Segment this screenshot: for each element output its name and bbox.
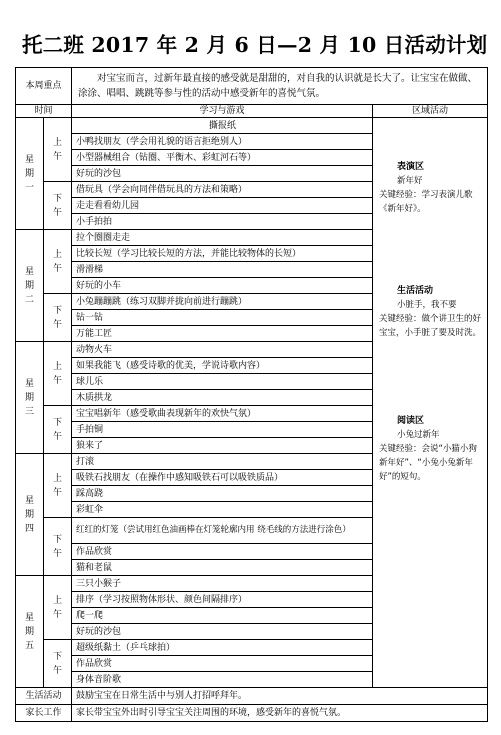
activity-item: 打滚 <box>72 454 373 470</box>
activity-item: 踩高跷 <box>72 486 373 502</box>
activity-item: 好玩的沙包 <box>72 624 373 640</box>
activity-item: 小鸭找朋友（学会用礼貌的语言拒绝别人） <box>72 134 373 150</box>
afternoon-label: 下 午 <box>44 182 72 230</box>
focus-text: 对宝宝而言，过新年最直接的感受就是甜甜的，对自我的认识就是长大了。让宝宝在做做、涂涂、唱唱、跳跳等参与性的活动中感受新年的喜悦气氛。 <box>72 68 488 105</box>
day-label: 星 期 四 <box>16 454 44 576</box>
life-text: 鼓励宝宝在日常生活中与别人打招呼拜年。 <box>72 688 488 705</box>
activity-item: 好玩的小车 <box>72 278 373 294</box>
area-name: 表演区 <box>397 162 425 172</box>
afternoon-label: 下 午 <box>44 640 72 688</box>
area-key-label: 关键经验： <box>379 314 422 324</box>
activity-item: 作品欣赏 <box>72 656 373 672</box>
activity-item: 借玩具（学会向同伴借玩具的方法和策略） <box>72 182 373 198</box>
header-area: 区域活动 <box>373 105 488 118</box>
activity-item: 红红的灯笼（尝试用红色油画棒在灯笼轮廓内用 绕毛线的方法进行涂色） <box>72 518 373 544</box>
activity-item: 万能工匠 <box>72 326 373 342</box>
activity-item: 吸铁石找朋友（在操作中感知吸铁石可以吸铁质品） <box>72 470 373 486</box>
plan-table <box>15 67 488 722</box>
afternoon-label: 下 午 <box>44 406 72 454</box>
morning-label: 上 午 <box>44 454 72 518</box>
day-label: 星 期 三 <box>16 342 44 454</box>
area-content: 新年好 <box>397 176 423 186</box>
activity-item: 走走看看幼儿园 <box>72 198 373 214</box>
day-label: 星 期 二 <box>16 230 44 342</box>
afternoon-label: 下 午 <box>44 294 72 342</box>
activity-item: 滑滑梯 <box>72 262 373 278</box>
activity-item: 钻一钻 <box>72 310 373 326</box>
morning-label: 上 午 <box>44 118 72 182</box>
activity-item: 超级纸黏土（乒乓球拍） <box>72 640 373 656</box>
activity-item: 猫和老鼠 <box>72 560 373 576</box>
activity-item: 如果我能飞（感受诗歌的优美，学说诗歌内容） <box>72 358 373 374</box>
activity-item: 小兔蹦蹦跳（练习双脚并拢向前进行蹦跳） <box>72 294 373 310</box>
area-activities <box>373 118 488 688</box>
activity-item: 狼来了 <box>72 438 373 454</box>
activity-item: 木质拱龙 <box>72 390 373 406</box>
page-title: 托二班 2017 年 2 月 6 日—2 月 10 日活动计划 <box>22 33 488 57</box>
header-time: 时间 <box>16 105 72 118</box>
activity-item: 排序（学习按照物体形状、颜色间隔排序） <box>72 592 373 608</box>
activity-item: 手拍铜 <box>72 422 373 438</box>
area-key: 会说“小猫小狗新年好”、“小兔小兔新年好”的短句。 <box>379 444 477 482</box>
activity-item: 拉个圈圈走走 <box>72 230 373 246</box>
activity-item: 好玩的沙包 <box>72 166 373 182</box>
activity-item: 宝宝唱新年（感受歌曲表现新年的欢快气氛） <box>72 406 373 422</box>
area-key: 做个讲卫生的好宝宝，小手脏了要及时洗。 <box>379 314 482 338</box>
activity-item: 小手拍拍 <box>72 214 373 230</box>
day-label: 星 期 五 <box>16 576 44 688</box>
area-name: 生活活动 <box>397 286 434 296</box>
focus-label: 本周重点 <box>16 68 72 105</box>
area-name: 阅读区 <box>397 416 425 426</box>
activity-item: 比较长短（学习比较长短的方法，并能比较物体的长短） <box>72 246 373 262</box>
activity-item: 球儿乐 <box>72 374 373 390</box>
area-key-label: 关键经验： <box>379 190 422 200</box>
day-label: 星 期 一 <box>16 118 44 230</box>
parent-text: 家长带宝宝外出时引导宝宝关注周围的环境，感受新年的喜悦气氛。 <box>72 705 488 722</box>
life-label: 生活活动 <box>16 688 72 705</box>
activity-item: 爬一爬 <box>72 608 373 624</box>
header-learning: 学习与游戏 <box>72 105 373 118</box>
activity-item: 撕报纸 <box>72 118 373 134</box>
area-key: 学习表演儿歌《新年好》。 <box>379 190 473 214</box>
activity-item: 动物火车 <box>72 342 373 358</box>
afternoon-label: 下 午 <box>44 518 72 576</box>
area-key-label: 关键经验： <box>379 444 422 454</box>
morning-label: 上 午 <box>44 342 72 406</box>
area-content: 小兔过新年 <box>397 430 440 440</box>
parent-label: 家长工作 <box>16 705 72 722</box>
area-content: 小脏手，我不要 <box>397 300 457 310</box>
morning-label: 上 午 <box>44 230 72 294</box>
activity-item: 身体音阶歌 <box>72 672 373 688</box>
activity-item: 彩虹伞 <box>72 502 373 518</box>
morning-label: 上 午 <box>44 576 72 640</box>
activity-item: 三只小猴子 <box>72 576 373 592</box>
activity-item: 作品欣赏 <box>72 544 373 560</box>
activity-item: 小型器械组合（钻圈、平衡木、彩虹河石等） <box>72 150 373 166</box>
